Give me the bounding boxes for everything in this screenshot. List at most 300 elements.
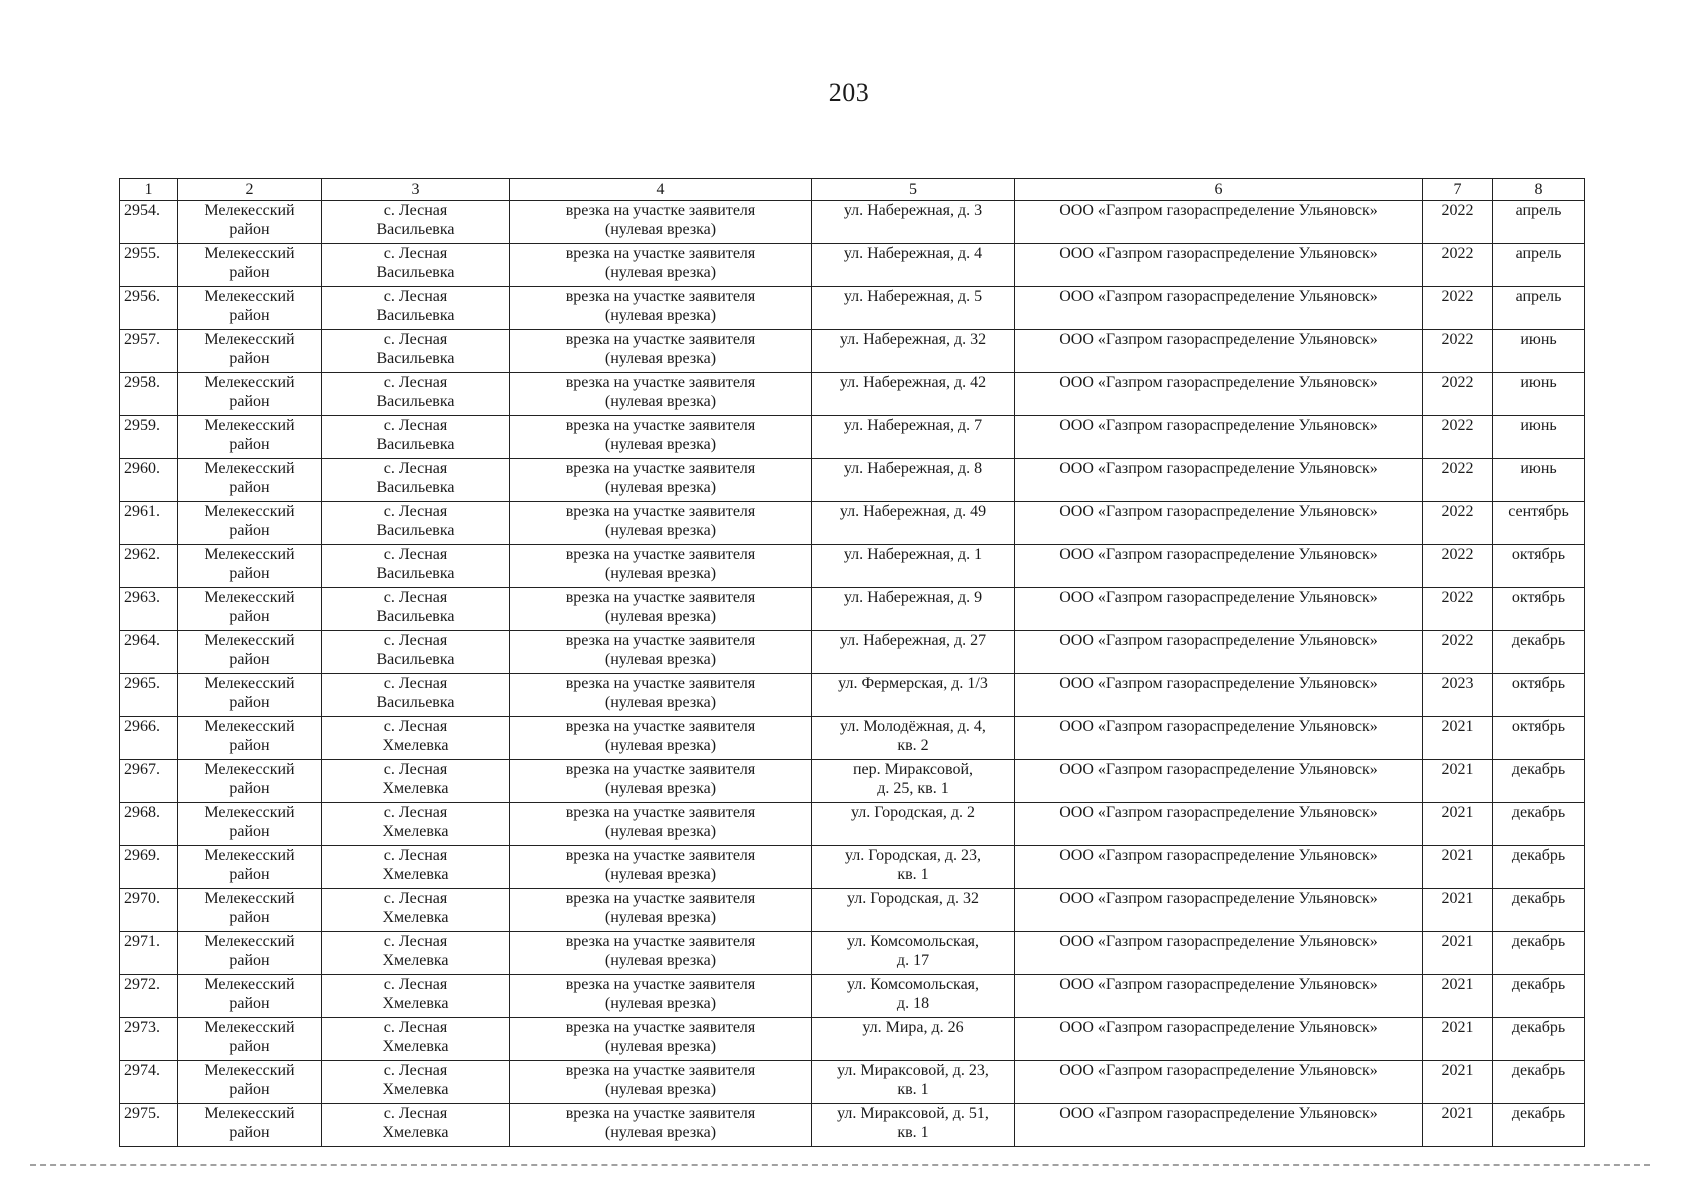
month-cell: апрель (1493, 244, 1585, 287)
cell-line-1: ул. Фермерская, д. 1/3 (838, 675, 988, 692)
district-cell (178, 1104, 322, 1147)
connection-type-cell (510, 846, 812, 889)
row-number-cell: 2966. (120, 717, 178, 760)
cell-line-2: Васильевка (376, 307, 455, 324)
district-cell (178, 459, 322, 502)
table-row (120, 889, 1585, 932)
cell-line-2: кв. 1 (897, 1081, 929, 1098)
locality-cell (322, 889, 510, 932)
row-number-cell: 2959. (120, 416, 178, 459)
table-header (120, 179, 1585, 201)
month-cell: декабрь (1493, 760, 1585, 803)
row-number-cell: 2975. (120, 1104, 178, 1147)
cell-line-2: район (229, 221, 270, 238)
connection-type-cell (510, 889, 812, 932)
locality-cell (322, 932, 510, 975)
cell-line-2: район (229, 479, 270, 496)
connection-type-cell (510, 502, 812, 545)
year-cell: 2021 (1423, 889, 1493, 932)
month-cell: июнь (1493, 416, 1585, 459)
month-cell: декабрь (1493, 846, 1585, 889)
table-row (120, 416, 1585, 459)
row-number-cell: 2963. (120, 588, 178, 631)
cell-line-1: ул. Городская, д. 2 (850, 804, 976, 821)
month-cell: апрель (1493, 201, 1585, 244)
cell-line-2: (нулевая врезка) (604, 264, 717, 281)
cell-line-1: ул. Молодёжная, д. 4, (840, 718, 986, 735)
cell-line-1: врезка на участке заявителя (565, 1019, 756, 1036)
address-cell (812, 631, 1015, 674)
cell-line-2: район (229, 995, 270, 1012)
cell-line-1: врезка на участке заявителя (565, 288, 756, 305)
cell-line-1: врезка на участке заявителя (565, 331, 756, 348)
year-cell: 2021 (1423, 717, 1493, 760)
cell-line-2: (нулевая врезка) (604, 479, 717, 496)
cell-line-1: с. Лесная (383, 331, 448, 348)
address-cell (812, 588, 1015, 631)
locality-cell (322, 373, 510, 416)
year-cell: 2021 (1423, 975, 1493, 1018)
cell-line-2: Хмелевка (382, 952, 449, 969)
district-cell (178, 416, 322, 459)
month-cell: декабрь (1493, 631, 1585, 674)
cell-line-1: Мелекесский (204, 546, 295, 563)
cell-line-1: с. Лесная (383, 761, 448, 778)
district-cell (178, 846, 322, 889)
cell-line-1: с. Лесная (383, 589, 448, 606)
district-cell (178, 674, 322, 717)
year-cell: 2022 (1423, 244, 1493, 287)
cell-line-2: Хмелевка (382, 780, 449, 797)
row-number-cell: 2974. (120, 1061, 178, 1104)
district-cell (178, 545, 322, 588)
address-cell (812, 545, 1015, 588)
cell-line-1: врезка на участке заявителя (565, 1062, 756, 1079)
table-body (120, 201, 1585, 1147)
district-cell (178, 717, 322, 760)
year-cell: 2021 (1423, 1104, 1493, 1147)
cell-line-2: кв. 2 (897, 737, 929, 754)
cell-line-2: район (229, 737, 270, 754)
connection-type-cell (510, 459, 812, 502)
organization-cell: ООО «Газпром газораспределение Ульяновск» (1015, 244, 1423, 287)
cell-line-1: Мелекесский (204, 417, 295, 434)
month-cell: июнь (1493, 330, 1585, 373)
cell-line-1: врезка на участке заявителя (565, 890, 756, 907)
cell-line-2: район (229, 393, 270, 410)
locality-cell (322, 717, 510, 760)
address-cell (812, 1104, 1015, 1147)
cell-line-2: (нулевая врезка) (604, 1124, 717, 1141)
year-cell: 2021 (1423, 1018, 1493, 1061)
cell-line-2: (нулевая врезка) (604, 780, 717, 797)
locality-cell (322, 459, 510, 502)
cell-line-2: район (229, 350, 270, 367)
cell-line-1: Мелекесский (204, 1019, 295, 1036)
row-number-cell: 2964. (120, 631, 178, 674)
month-cell: октябрь (1493, 545, 1585, 588)
cell-line-2: д. 17 (896, 952, 930, 969)
cell-line-1: Мелекесский (204, 374, 295, 391)
cell-line-2: район (229, 307, 270, 324)
cell-line-1: Мелекесский (204, 632, 295, 649)
cell-line-1: врезка на участке заявителя (565, 546, 756, 563)
cell-line-1: врезка на участке заявителя (565, 976, 756, 993)
row-number-cell: 2969. (120, 846, 178, 889)
cell-line-2: (нулевая врезка) (604, 995, 717, 1012)
cell-line-2: Васильевка (376, 608, 455, 625)
month-cell: апрель (1493, 287, 1585, 330)
cell-line-1: врезка на участке заявителя (565, 245, 756, 262)
year-cell: 2022 (1423, 459, 1493, 502)
district-cell (178, 1018, 322, 1061)
cell-line-1: врезка на участке заявителя (565, 202, 756, 219)
month-cell: декабрь (1493, 1104, 1585, 1147)
cell-line-1: врезка на участке заявителя (565, 1105, 756, 1122)
cell-line-2: район (229, 1124, 270, 1141)
locality-cell (322, 803, 510, 846)
column-number-row (120, 179, 1585, 201)
district-cell (178, 287, 322, 330)
cell-line-1: Мелекесский (204, 718, 295, 735)
cell-line-1: Мелекесский (204, 761, 295, 778)
cell-line-2: район (229, 264, 270, 281)
cell-line-2: (нулевая врезка) (604, 221, 717, 238)
cell-line-2: район (229, 1081, 270, 1098)
district-cell (178, 760, 322, 803)
row-number-cell: 2954. (120, 201, 178, 244)
year-cell: 2023 (1423, 674, 1493, 717)
district-cell (178, 502, 322, 545)
cell-line-1: ул. Набережная, д. 4 (843, 245, 983, 262)
month-cell: декабрь (1493, 803, 1585, 846)
connection-type-cell (510, 416, 812, 459)
cell-line-1: Мелекесский (204, 288, 295, 305)
row-number-cell: 2970. (120, 889, 178, 932)
address-cell (812, 717, 1015, 760)
cell-line-1: ул. Городская, д. 32 (846, 890, 980, 907)
district-cell (178, 373, 322, 416)
cell-line-2: Хмелевка (382, 1038, 449, 1055)
cell-line-2: д. 18 (896, 995, 930, 1012)
column-header-4: 4 (510, 179, 812, 201)
locality-cell (322, 1018, 510, 1061)
cell-line-1: ул. Мираксовой, д. 51, (837, 1105, 989, 1122)
column-header-6: 6 (1015, 179, 1423, 201)
table-row (120, 631, 1585, 674)
organization-cell: ООО «Газпром газораспределение Ульяновск» (1015, 373, 1423, 416)
address-cell (812, 760, 1015, 803)
district-cell (178, 932, 322, 975)
row-number-cell: 2958. (120, 373, 178, 416)
cell-line-1: ул. Набережная, д. 32 (839, 331, 987, 348)
district-cell (178, 330, 322, 373)
cell-line-2: (нулевая врезка) (604, 565, 717, 582)
cell-line-1: с. Лесная (383, 675, 448, 692)
cell-line-2: район (229, 436, 270, 453)
cell-line-2: Васильевка (376, 350, 455, 367)
cell-line-1: Мелекесский (204, 933, 295, 950)
cell-line-2: (нулевая врезка) (604, 866, 717, 883)
cell-line-1: ул. Набережная, д. 49 (839, 503, 987, 520)
cell-line-1: Мелекесский (204, 202, 295, 219)
organization-cell: ООО «Газпром газораспределение Ульяновск» (1015, 502, 1423, 545)
table-row (120, 1018, 1585, 1061)
row-number-cell: 2971. (120, 932, 178, 975)
cell-line-1: ул. Набережная, д. 7 (843, 417, 983, 434)
locality-cell (322, 416, 510, 459)
cell-line-1: врезка на участке заявителя (565, 460, 756, 477)
cell-line-1: врезка на участке заявителя (565, 675, 756, 692)
cell-line-1: врезка на участке заявителя (565, 632, 756, 649)
organization-cell: ООО «Газпром газораспределение Ульяновск» (1015, 760, 1423, 803)
table-row (120, 674, 1585, 717)
cell-line-1: с. Лесная (383, 933, 448, 950)
cell-line-2: (нулевая врезка) (604, 393, 717, 410)
cell-line-1: с. Лесная (383, 503, 448, 520)
address-cell (812, 201, 1015, 244)
connection-type-cell (510, 330, 812, 373)
year-cell: 2022 (1423, 287, 1493, 330)
organization-cell: ООО «Газпром газораспределение Ульяновск» (1015, 889, 1423, 932)
cell-line-1: врезка на участке заявителя (565, 589, 756, 606)
cell-line-1: ул. Комсомольская, (846, 976, 980, 993)
table-row (120, 803, 1585, 846)
locality-cell (322, 1061, 510, 1104)
locality-cell (322, 588, 510, 631)
locality-cell (322, 760, 510, 803)
cell-line-1: Мелекесский (204, 589, 295, 606)
organization-cell: ООО «Газпром газораспределение Ульяновск» (1015, 416, 1423, 459)
month-cell: октябрь (1493, 588, 1585, 631)
column-header-5: 5 (812, 179, 1015, 201)
connection-type-cell (510, 373, 812, 416)
cell-line-1: с. Лесная (383, 546, 448, 563)
organization-cell: ООО «Газпром газораспределение Ульяновск» (1015, 717, 1423, 760)
row-number-cell: 2955. (120, 244, 178, 287)
cell-line-1: Мелекесский (204, 847, 295, 864)
table-row (120, 201, 1585, 244)
cell-line-2: (нулевая врезка) (604, 952, 717, 969)
cell-line-2: (нулевая врезка) (604, 307, 717, 324)
cell-line-1: ул. Набережная, д. 42 (839, 374, 987, 391)
locality-cell (322, 674, 510, 717)
page-bottom-rule (30, 1164, 1650, 1166)
cell-line-1: ул. Набережная, д. 3 (843, 202, 983, 219)
connection-type-cell (510, 1061, 812, 1104)
cell-line-2: район (229, 823, 270, 840)
address-cell (812, 1061, 1015, 1104)
cell-line-2: Васильевка (376, 264, 455, 281)
connection-type-cell (510, 1018, 812, 1061)
cell-line-1: Мелекесский (204, 675, 295, 692)
locality-cell (322, 201, 510, 244)
year-cell: 2021 (1423, 760, 1493, 803)
cell-line-2: Хмелевка (382, 866, 449, 883)
cell-line-2: (нулевая врезка) (604, 350, 717, 367)
cell-line-1: врезка на участке заявителя (565, 933, 756, 950)
table-row (120, 330, 1585, 373)
locality-cell (322, 975, 510, 1018)
connection-type-cell (510, 803, 812, 846)
cell-line-1: Мелекесский (204, 245, 295, 262)
cell-line-2: район (229, 651, 270, 668)
year-cell: 2021 (1423, 932, 1493, 975)
table-row (120, 502, 1585, 545)
district-cell (178, 244, 322, 287)
organization-cell: ООО «Газпром газораспределение Ульяновск» (1015, 545, 1423, 588)
table-row (120, 1104, 1585, 1147)
connection-type-cell (510, 588, 812, 631)
row-number-cell: 2956. (120, 287, 178, 330)
cell-line-1: Мелекесский (204, 890, 295, 907)
connection-type-cell (510, 975, 812, 1018)
table-row (120, 1061, 1585, 1104)
cell-line-1: ул. Мира, д. 26 (862, 1019, 964, 1036)
cell-line-1: Мелекесский (204, 331, 295, 348)
column-header-2: 2 (178, 179, 322, 201)
table-row (120, 717, 1585, 760)
cell-line-2: район (229, 952, 270, 969)
locality-cell (322, 244, 510, 287)
cell-line-1: ул. Набережная, д. 27 (839, 632, 987, 649)
connection-type-cell (510, 631, 812, 674)
address-cell (812, 502, 1015, 545)
locality-cell (322, 287, 510, 330)
address-cell (812, 287, 1015, 330)
month-cell: декабрь (1493, 1018, 1585, 1061)
organization-cell: ООО «Газпром газораспределение Ульяновск» (1015, 846, 1423, 889)
cell-line-2: Хмелевка (382, 1124, 449, 1141)
locality-cell (322, 545, 510, 588)
cell-line-2: Хмелевка (382, 737, 449, 754)
organization-cell: ООО «Газпром газораспределение Ульяновск» (1015, 631, 1423, 674)
table-row (120, 244, 1585, 287)
cell-line-2: Васильевка (376, 393, 455, 410)
locality-cell (322, 631, 510, 674)
cell-line-1: врезка на участке заявителя (565, 718, 756, 735)
month-cell: декабрь (1493, 932, 1585, 975)
table-row (120, 588, 1585, 631)
month-cell: октябрь (1493, 674, 1585, 717)
cell-line-1: врезка на участке заявителя (565, 761, 756, 778)
cell-line-2: (нулевая врезка) (604, 909, 717, 926)
table-row (120, 932, 1585, 975)
year-cell: 2022 (1423, 330, 1493, 373)
cell-line-1: ул. Мираксовой, д. 23, (837, 1062, 989, 1079)
district-cell (178, 975, 322, 1018)
month-cell: декабрь (1493, 889, 1585, 932)
cell-line-2: кв. 1 (897, 866, 929, 883)
cell-line-1: с. Лесная (383, 202, 448, 219)
cell-line-1: с. Лесная (383, 374, 448, 391)
row-number-cell: 2957. (120, 330, 178, 373)
cell-line-1: с. Лесная (383, 976, 448, 993)
organization-cell: ООО «Газпром газораспределение Ульяновск» (1015, 674, 1423, 717)
cell-line-2: Васильевка (376, 651, 455, 668)
column-header-1: 1 (120, 179, 178, 201)
month-cell: декабрь (1493, 1061, 1585, 1104)
cell-line-2: (нулевая врезка) (604, 608, 717, 625)
organization-cell: ООО «Газпром газораспределение Ульяновск» (1015, 1061, 1423, 1104)
cell-line-2: район (229, 866, 270, 883)
cell-line-1: Мелекесский (204, 503, 295, 520)
address-cell (812, 889, 1015, 932)
address-cell (812, 373, 1015, 416)
cell-line-2: Васильевка (376, 522, 455, 539)
cell-line-2: (нулевая врезка) (604, 694, 717, 711)
cell-line-1: ул. Набережная, д. 5 (843, 288, 983, 305)
connection-type-cell (510, 1104, 812, 1147)
organization-cell: ООО «Газпром газораспределение Ульяновск» (1015, 803, 1423, 846)
cell-line-2: район (229, 522, 270, 539)
month-cell: октябрь (1493, 717, 1585, 760)
column-header-8: 8 (1493, 179, 1585, 201)
year-cell: 2021 (1423, 1061, 1493, 1104)
cell-line-1: врезка на участке заявителя (565, 503, 756, 520)
year-cell: 2021 (1423, 846, 1493, 889)
cell-line-2: кв. 1 (897, 1124, 929, 1141)
district-cell (178, 588, 322, 631)
column-header-7: 7 (1423, 179, 1493, 201)
district-cell (178, 1061, 322, 1104)
cell-line-1: Мелекесский (204, 1105, 295, 1122)
organization-cell: ООО «Газпром газораспределение Ульяновск» (1015, 459, 1423, 502)
row-number-cell: 2972. (120, 975, 178, 1018)
month-cell: декабрь (1493, 975, 1585, 1018)
address-cell (812, 674, 1015, 717)
table-row (120, 459, 1585, 502)
cell-line-1: с. Лесная (383, 245, 448, 262)
cell-line-2: Хмелевка (382, 995, 449, 1012)
connection-type-cell (510, 932, 812, 975)
organization-cell: ООО «Газпром газораспределение Ульяновск» (1015, 1018, 1423, 1061)
cell-line-2: Васильевка (376, 436, 455, 453)
cell-line-1: врезка на участке заявителя (565, 847, 756, 864)
cell-line-1: с. Лесная (383, 1019, 448, 1036)
cell-line-2: (нулевая врезка) (604, 1038, 717, 1055)
cell-line-1: с. Лесная (383, 288, 448, 305)
connection-type-cell (510, 760, 812, 803)
organization-cell: ООО «Газпром газораспределение Ульяновск» (1015, 975, 1423, 1018)
address-cell (812, 459, 1015, 502)
cell-line-1: ул. Набережная, д. 9 (843, 589, 983, 606)
organization-cell: ООО «Газпром газораспределение Ульяновск» (1015, 1104, 1423, 1147)
address-cell (812, 803, 1015, 846)
cell-line-2: Васильевка (376, 565, 455, 582)
year-cell: 2022 (1423, 502, 1493, 545)
cell-line-2: д. 25, кв. 1 (877, 780, 949, 797)
cell-line-2: (нулевая врезка) (604, 651, 717, 668)
year-cell: 2021 (1423, 803, 1493, 846)
connection-type-cell (510, 545, 812, 588)
table-row (120, 975, 1585, 1018)
connection-type-cell (510, 287, 812, 330)
column-header-3: 3 (322, 179, 510, 201)
table-row (120, 287, 1585, 330)
row-number-cell: 2961. (120, 502, 178, 545)
cell-line-1: ул. Комсомольская, (846, 933, 980, 950)
cell-line-2: Хмелевка (382, 1081, 449, 1098)
gas-connection-register-table (119, 178, 1585, 1147)
cell-line-1: с. Лесная (383, 718, 448, 735)
organization-cell: ООО «Газпром газораспределение Ульяновск» (1015, 201, 1423, 244)
row-number-cell: 2960. (120, 459, 178, 502)
table-row (120, 545, 1585, 588)
row-number-cell: 2973. (120, 1018, 178, 1061)
cell-line-1: врезка на участке заявителя (565, 804, 756, 821)
cell-line-1: врезка на участке заявителя (565, 417, 756, 434)
